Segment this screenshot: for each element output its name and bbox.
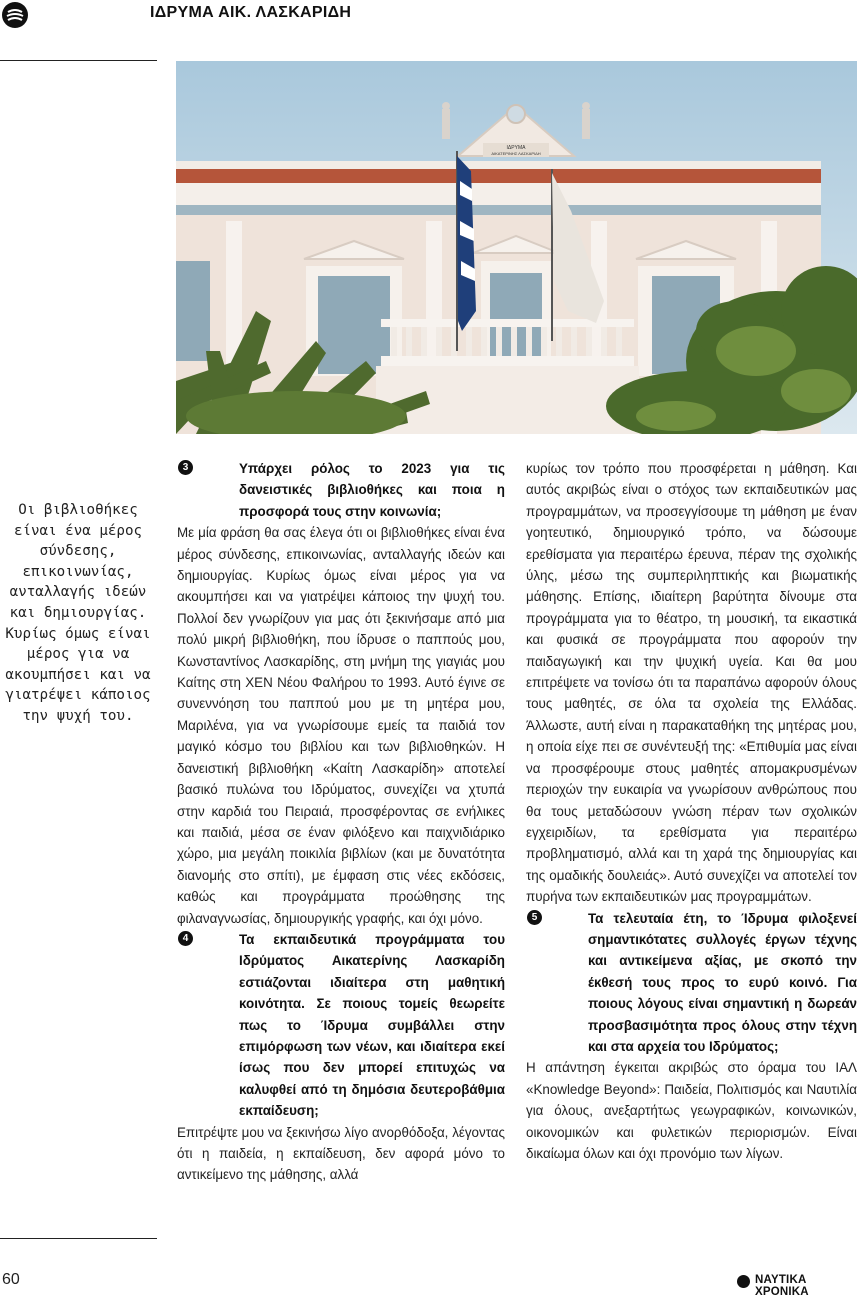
question-number-badge: 5 [527,910,542,925]
sign-text-line1: ΙΔΡΥΜΑ [506,145,526,151]
question-number-badge: 4 [178,931,193,946]
page-number: 60 [2,1271,20,1288]
brand-logo-icon [737,1275,750,1288]
answer-4-end: κυρίως τον τρόπο που προσφέρεται η μάθηση. Και αυτός ακριβώς είναι ο στόχος των εκπαιδευτικών μας προγραμμάτων, να προσεγγίσουμε τη μάθηση με έναν γοητευτικό, δημιουργικό τρόπο, να δώσουμε ερεθίσματα για περαιτέρω έρευνα, πέραν της σχολικής ύλης, μέσω της συμπεριληπτικής και βιωματικής μάθησης. Επίσης, ιδιαίτερη βαρύτητα δίνουμε στα προγράμματα για το θέατρο, τη μουσική, τα εικαστικά και φυσικά σε προγράμματα που αφορούν την παιδαγωγική και την ψυχική υγεία. Και θα μου επιτρέψετε να τονίσω ότι τα παραπάνω αφορούν όλους τους μαθητές, σε όλα τα σχολεία της Ελλάδας. Άλλωστε, αυτή είναι η παρακαταθήκη της μητέρας μου, η οποία είχε πει σε συνέντευξή της: «Επιθυμία μας είναι να προσφέρουμε στους μαθητές απομακρυσμένων περιοχών την ευκαιρία να γνωρίσουν ανθρώπους που θα τους μεταδώσουν γνώση πέραν των σχολικών εγχειριδίων, τα ερεθίσματα για περαιτέρω προβληματισμό, αλλά και τη χαρά της δημιουργίας και της ομαδικής δουλειάς». Αυτό συνεχίζει να αποτελεί τον πυρήνα των εκπαιδευτικών μας προγραμμάτων. [526,461,857,905]
answer-3: Με μία φράση θα σας έλεγα ότι οι βιβλιοθήκες είναι ένα μέρος σύνδεσης, επικοινωνίας, ανταλλαγής ιδεών και δημιουργίας. Κυρίως όμως είναι μέρος για να ακουμπήσει και να γιατρέψει κάποιος την ψυχή του. Πολλοί δεν γνωρίζουν για μας ότι ξεκινήσαμε από μια πολύ μικρή βιβλιοθήκη, που ίδρυσε ο παππούς μου, Κωνσταντίνος Λασκαρίδης, στη μνήμη της γιαγιάς μου Καίτης στη ΧΕΝ Νέου Φαλήρου το 1993. Αυτό έγινε σε συνεννόηση του παππού μου με τη μητέρα μου, Μαριλένα, για να γνωρίσουμε εμείς τα παιδιά τον μαγικό κόσμο του βιβλίου και των βιβλιοθηκών. Η δανειστική βιβλιοθήκη «Καίτη Λασκαρίδη» αποτελεί βασικό πυλώνα του Ιδρύματος, συνεχίζει να χτυπά στην καρδιά του Πειραιά, προσφέροντας σε ενήλικες και παιδιά, μέσα σε έναν φιλόξενο και παιχνιδιάρικο χώρο, μια μεγάλη ποικιλία βιβλίων (και με δυνατότητα διανομής στο σπίτι), με έμφαση στις νέες εκδόσεις, καθώς και προγράμματα προώθησης της φιλαναγνωσίας, δημιουργικής γραφής, και όχι μόνο. [177,525,505,926]
building-photo [176,61,857,434]
sign-text-line2: ΑΙΚΑΤΕΡΙΝΗΣ ΛΑΣΚΑΡΙΔΗ [491,151,541,156]
answer-5: Η απάντηση έγκειται ακριβώς στο όραμα του ΙΑΛ «Knowledge Beyond»: Παιδεία, Πολιτισμός και Ναυτιλία για όλους, ανεξαρτήτως γεωγραφικών, κοινωνικών, οικονομικών και φυλετικών περιορισμών. Είναι δικαίωμα όλων και όχι προνόμιο των λίγων. [526,1060,857,1161]
question-4 [177,929,505,1122]
question-3-text: Υπάρχει ρόλος το 2023 για τις δανειστικές βιβλιοθήκες και ποια η προσφορά τους στην κοινωνία; [239,461,505,519]
divider-bottom [0,1238,157,1239]
pull-quote: Οι βιβλιοθήκες είναι ένα μέρος σύνδεσης, επικοινωνίας, ανταλλαγής ιδεών και δημιουργίας. Κυρίως όμως είναι μέρος για να ακουμπήσει και να γιατρέψει κάποιος την ψυχή του. [5,502,151,724]
question-number-badge: 3 [178,460,193,475]
divider-top [0,60,157,61]
question-5 [526,908,857,1058]
magazine-brand: ΝΑΥΤΙΚΑ ΧΡΟΝΙΚΑ [755,1274,809,1298]
question-4-text: Τα εκπαιδευτικά προγράμματα του Ιδρύματος Αικατερίνης Λασκαρίδη εστιάζονται ιδιαίτερα στη μαθητική κοινότητα. Σε ποιους τομείς θεωρείτε πως το Ίδρυμα συμβάλλει στην επιμόρφωση των νέων, και ιδιαίτερα εκεί ίσως που δεν μπορεί επιτυχώς να καλυφθεί από τη δημόσια δευτεροβάθμια εκπαίδευση; [239,931,505,1119]
magazine-logo-icon [2,2,28,28]
article-column-right [526,458,857,1164]
section-title: ΙΔΡΥΜΑ ΑΙΚ. ΛΑΣΚΑΡΙΔΗ [150,4,352,21]
article-column-left [177,458,505,1186]
question-5-text: Τα τελευταία έτη, το Ίδρυμα φιλοξενεί σημαντικότατες συλλογές έργων τέχνης και αντικείμενα αξίας, με σκοπό την έκθεσή τους προς το ευρύ κοινό. Για ποιους λόγους είναι σημαντική η δωρεάν προσβασιμότητα προς όλους στην τέχνη και στα αρχεία του Ιδρύματος; [588,910,857,1054]
answer-4-start: Επιτρέψτε μου να ξεκινήσω λίγο ανορθόδοξα, λέγοντας ότι η παιδεία, η εκπαίδευση, δεν αφορά μόνο το αντικείμενο της μάθησης, αλλά [177,1124,505,1183]
question-3 [177,458,505,522]
